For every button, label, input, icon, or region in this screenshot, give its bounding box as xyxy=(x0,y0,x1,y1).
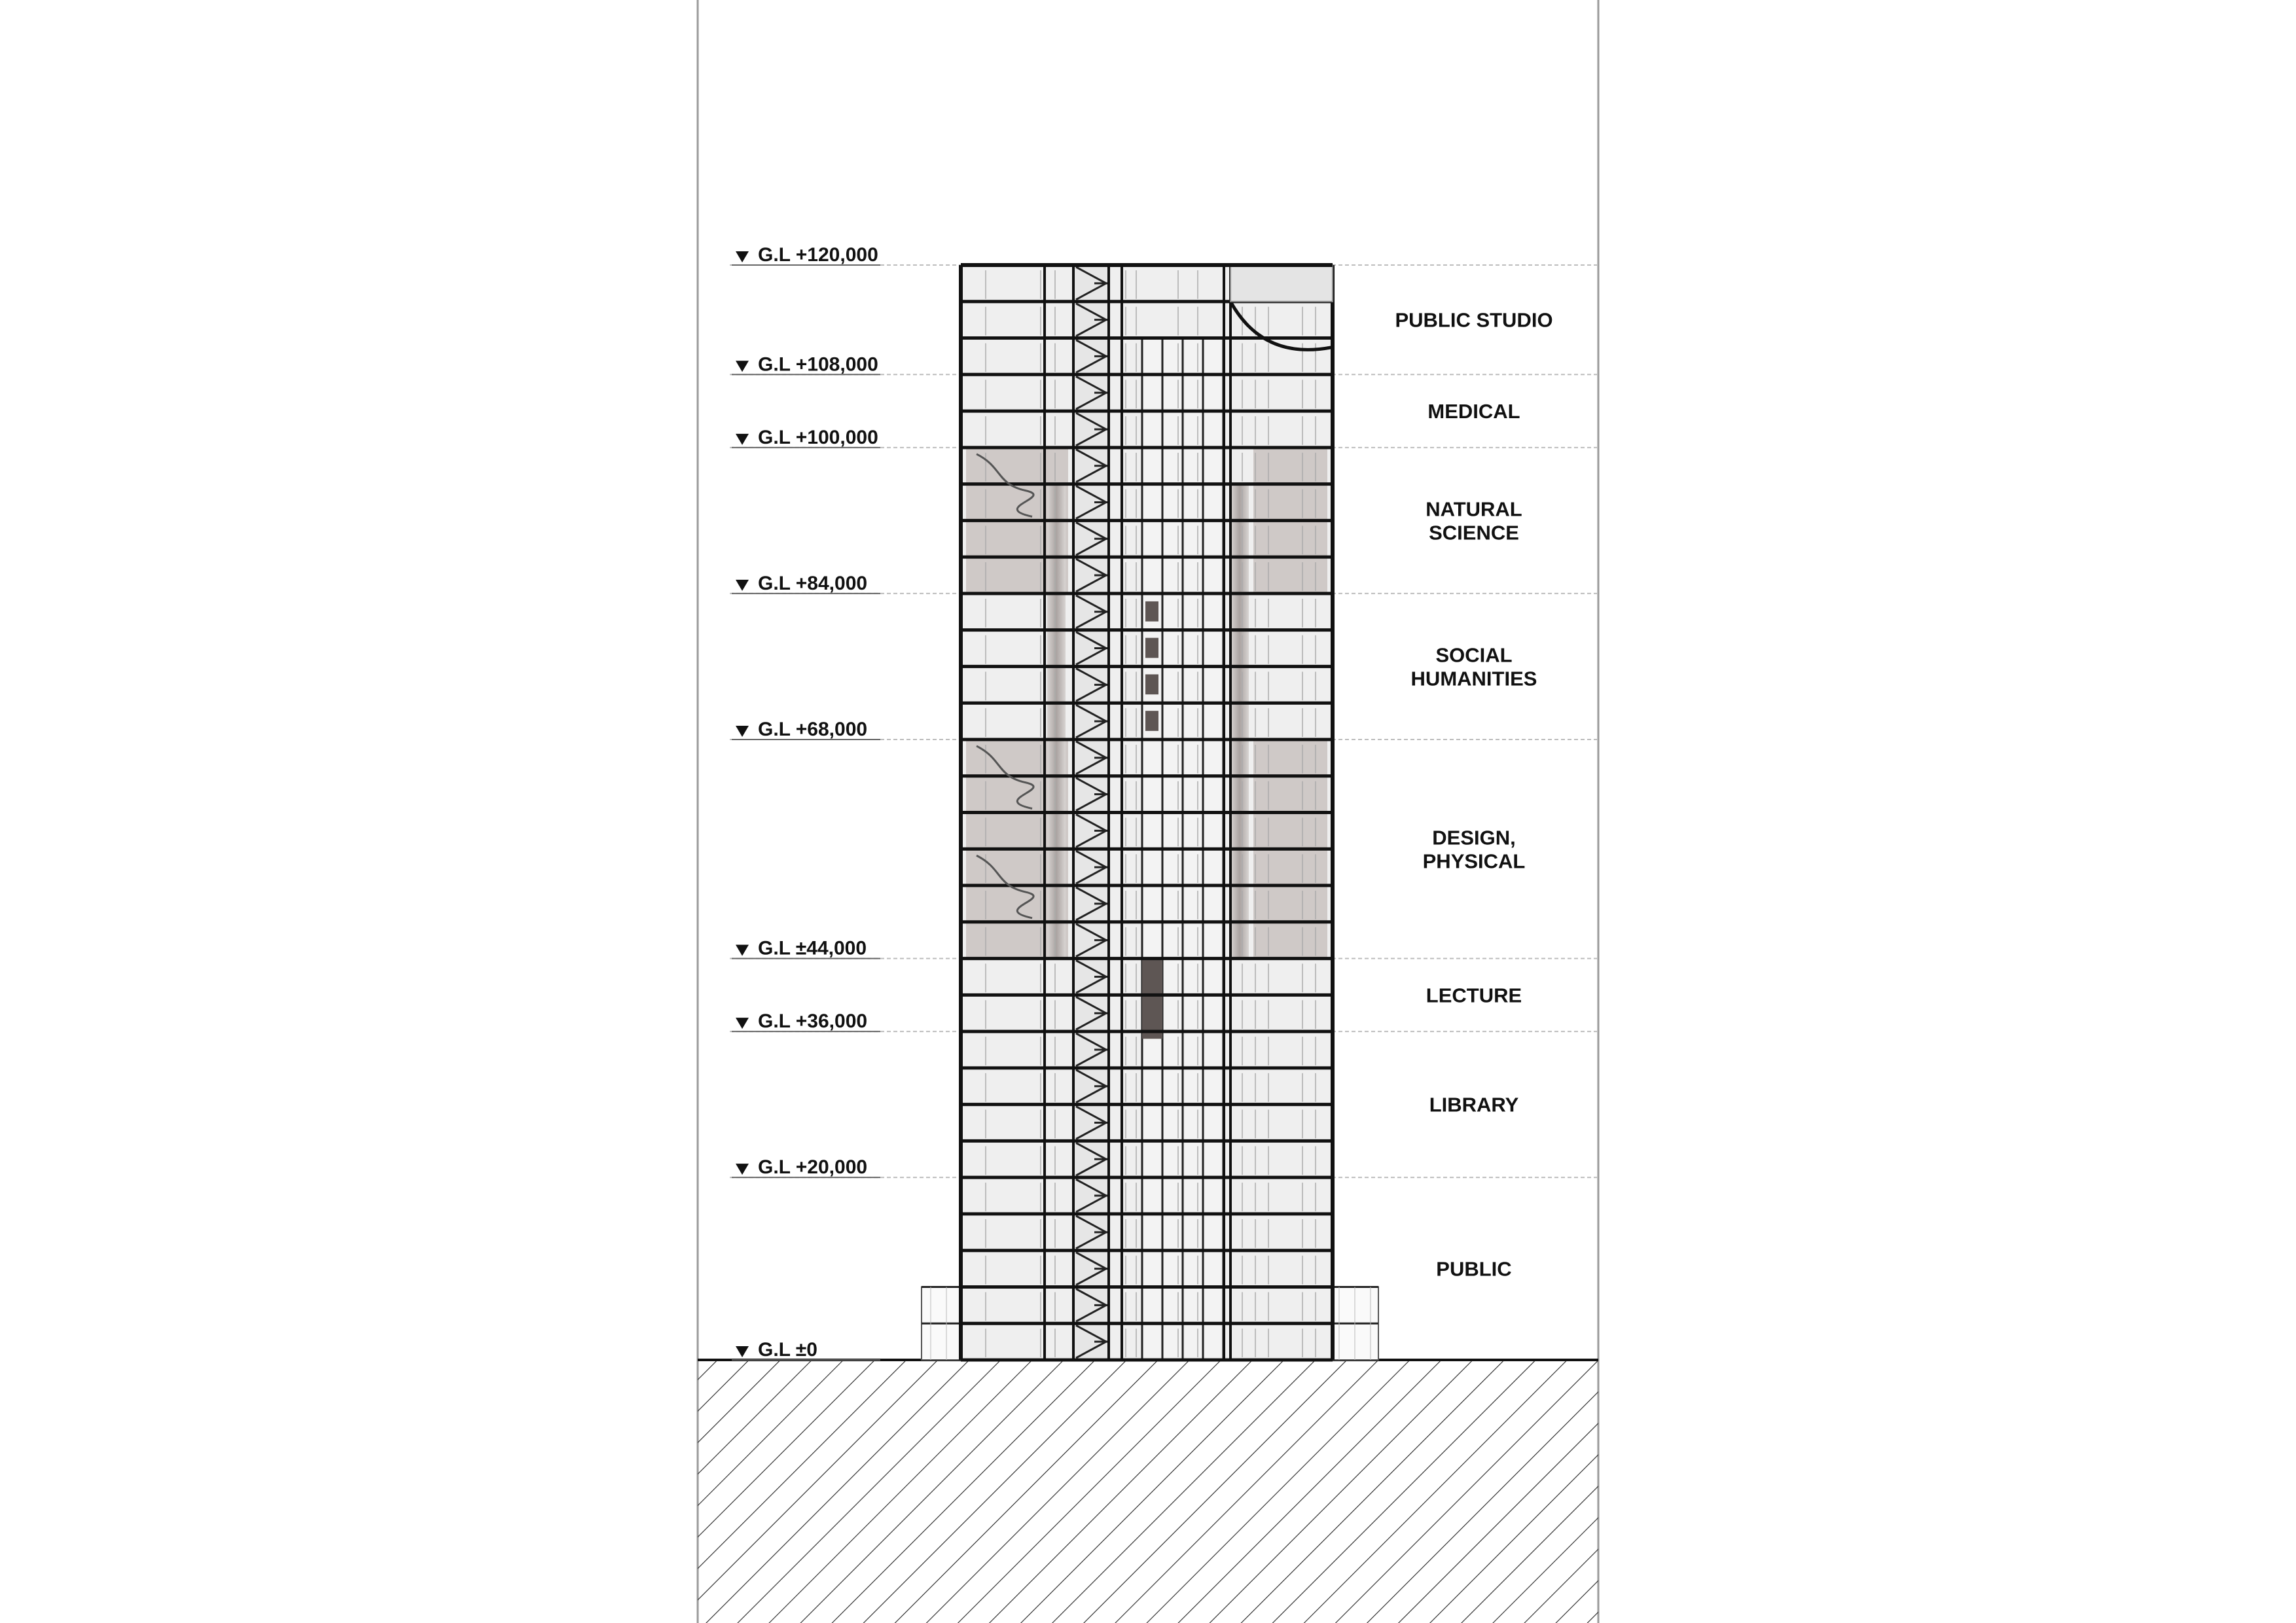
program-label xyxy=(1429,1094,1519,1116)
tower-section xyxy=(922,265,1378,1360)
program-label-line: SOCIAL xyxy=(1435,643,1513,667)
level-triangle-icon xyxy=(736,580,749,591)
level-marker xyxy=(732,1156,880,1178)
level-markers xyxy=(732,244,880,1361)
level-marker xyxy=(732,1010,880,1032)
level-label: G.L +108,000 xyxy=(758,353,878,376)
program-label xyxy=(1427,400,1520,423)
shaft-dark-block xyxy=(1142,959,1162,1039)
program-label xyxy=(1423,826,1526,872)
level-label: G.L +36,000 xyxy=(758,1010,868,1033)
program-label-line: HUMANITIES xyxy=(1410,667,1537,690)
shaft-opening xyxy=(1145,601,1158,622)
program-label xyxy=(1395,309,1552,332)
program-label-line: PHYSICAL xyxy=(1422,849,1526,873)
level-label: G.L ±44,000 xyxy=(758,937,867,959)
level-triangle-icon xyxy=(736,1164,749,1175)
shaft-opening xyxy=(1145,711,1158,731)
level-label: G.L +100,000 xyxy=(758,426,878,448)
level-triangle-icon xyxy=(736,361,749,372)
level-marker xyxy=(732,573,880,594)
level-marker xyxy=(732,1339,880,1361)
level-triangle-icon xyxy=(736,434,749,445)
shaft-opening xyxy=(1145,638,1158,658)
level-label: G.L +20,000 xyxy=(758,1156,868,1179)
level-label: G.L ±0 xyxy=(758,1339,817,1361)
program-label-line: SCIENCE xyxy=(1429,521,1519,544)
level-marker xyxy=(732,244,880,266)
program-label xyxy=(1426,497,1522,544)
light-well-left xyxy=(1047,484,1066,959)
level-label: G.L +84,000 xyxy=(758,572,868,594)
level-triangle-icon xyxy=(736,1346,749,1357)
program-labels xyxy=(1395,309,1552,1281)
program-label-line: NATURAL xyxy=(1426,497,1522,521)
ground-section-hatch xyxy=(698,1360,1598,1623)
studio-glass-box xyxy=(1230,265,1333,302)
shaft-opening xyxy=(1145,674,1158,694)
program-label-line: LECTURE xyxy=(1426,984,1522,1007)
level-marker xyxy=(732,938,880,959)
program-label-line: DESIGN, xyxy=(1432,826,1516,849)
program-label-line: LIBRARY xyxy=(1429,1093,1519,1116)
program-label xyxy=(1436,1258,1511,1281)
program-label-line: PUBLIC xyxy=(1436,1257,1512,1281)
level-marker xyxy=(732,427,880,448)
level-label: G.L +68,000 xyxy=(758,718,868,740)
level-marker xyxy=(732,353,880,375)
level-triangle-icon xyxy=(736,945,749,956)
program-label xyxy=(1426,984,1522,1007)
level-triangle-icon xyxy=(736,251,749,262)
level-marker xyxy=(732,719,880,740)
level-triangle-icon xyxy=(736,1018,749,1029)
program-label-line: MEDICAL xyxy=(1427,400,1520,423)
level-triangle-icon xyxy=(736,726,749,737)
level-label: G.L +120,000 xyxy=(758,244,878,266)
program-label-line: PUBLIC STUDIO xyxy=(1395,308,1553,332)
program-label xyxy=(1411,643,1537,690)
light-well-right xyxy=(1230,484,1249,959)
